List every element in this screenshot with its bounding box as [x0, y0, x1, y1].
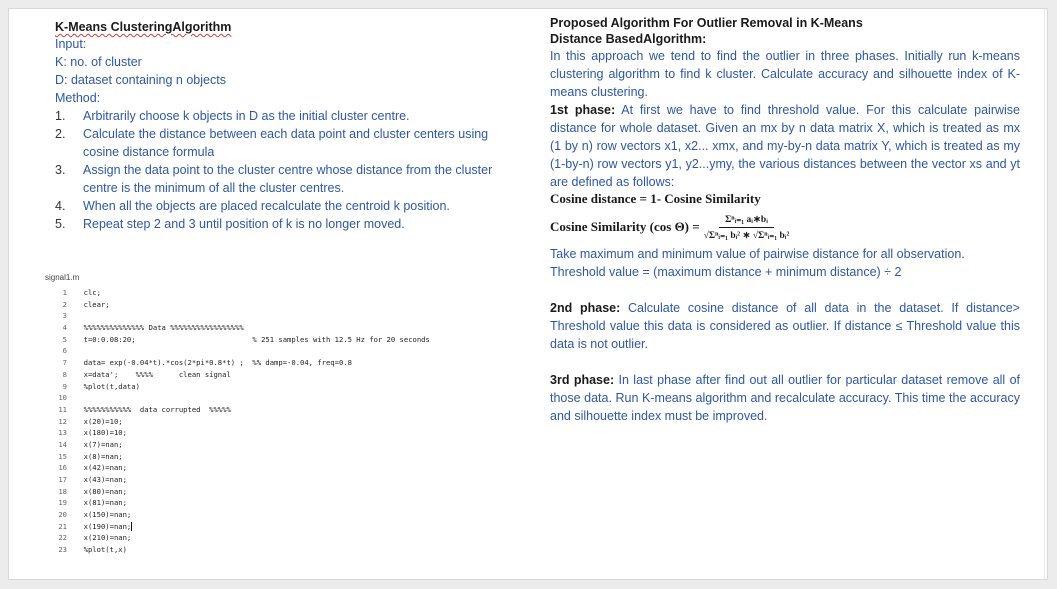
code-text: %%%%%%%%%%%%%% Data %%%%%%%%%%%%%%%%%	[75, 323, 244, 333]
outlier-section	[550, 15, 1020, 425]
code-text: x(20)=10;	[75, 416, 123, 426]
step-item: 2. Calculate the distance between each data point and cluster centers using cosine distance formula	[55, 127, 489, 159]
code-filename: signal1.m	[45, 273, 80, 282]
code-text: clc;	[75, 288, 101, 297]
kmeans-section	[55, 19, 515, 233]
code-line	[45, 405, 515, 417]
code-text: x(180)=10;	[75, 428, 127, 438]
code-text: x(210)=nan;	[75, 533, 132, 543]
code-text: x(8)=nan;	[75, 451, 123, 461]
text-cursor	[131, 522, 132, 531]
code-text: x(81)=nan;	[75, 498, 127, 508]
code-lines	[45, 288, 515, 557]
code-text: x(80)=nan;	[75, 486, 127, 496]
code-line	[45, 382, 515, 394]
line-number: 7	[62, 358, 67, 368]
method-steps	[55, 107, 515, 233]
line-number: 16	[58, 463, 67, 473]
outlier-subtitle: Distance BasedAlgorithm:	[550, 32, 707, 46]
page-edge	[1044, 9, 1045, 579]
line-number: 23	[58, 545, 67, 555]
line-number: 20	[58, 510, 67, 520]
code-line	[45, 498, 515, 510]
line-number: 15	[58, 451, 67, 461]
code-text: x(42)=nan;	[75, 463, 127, 473]
code-text: x(43)=nan;	[75, 475, 127, 484]
code-line	[45, 463, 515, 475]
line-number: 4	[62, 323, 67, 333]
code-text: %plot(t,x)	[75, 545, 127, 555]
line-number: 14	[58, 439, 67, 449]
code-line	[45, 545, 515, 557]
line-number: 6	[62, 346, 67, 356]
code-line	[45, 335, 515, 347]
code-line	[45, 452, 515, 464]
input-k: K: no. of cluster	[55, 55, 142, 69]
code-text: x(190)=nan;	[75, 521, 132, 531]
code-text: clear;	[75, 299, 110, 309]
threshold-text: Threshold value = (maximum distance + minimum distance) ÷ 2	[550, 265, 902, 279]
input-d: D: dataset containing n objects	[55, 73, 226, 87]
code-text: x(150)=nan;	[75, 510, 132, 520]
code-line	[45, 428, 515, 440]
code-line	[45, 522, 515, 534]
cosine-distance-formula: Cosine distance = 1- Cosine Similarity	[550, 191, 761, 206]
method-label: Method:	[55, 91, 101, 105]
code-line	[45, 533, 515, 545]
phase1-paragraph: 1st phase: At first we have to find threshold value. For this calculate pairwise distance for whole dataset. Given an mx by n data matrix X, which is treated as mx (1 by n) row vectors x1, x2... xmx, and my-by-n data matrix Y, which is treated as my (1-by-n) row vectors y1, y2...ymy, the various distances between the vector xs and yt are defined as follows:	[550, 103, 1020, 189]
code-line	[45, 417, 515, 429]
cosine-similarity-formula: Cosine Similarity (cos Θ) = $\frac{\text{Σⁿᵢ₌₁ aᵢ∗bᵢ}}{\text{√Σⁿᵢ₌₁ bᵢ² ∗ √Σⁿᵢ₌₁ bᵢ²}}$	[550, 214, 790, 241]
code-line	[45, 475, 515, 487]
line-number: 1	[62, 288, 67, 297]
code-text: x=data'; %%%% clean signal	[75, 369, 231, 379]
step-item: 5. Repeat step 2 and 3 until position of k is no longer moved.	[55, 217, 405, 231]
code-line	[45, 440, 515, 452]
step-item: 1. Arbitrarily choose k objects in D as the initial cluster centre.	[55, 109, 410, 123]
code-line	[45, 487, 515, 499]
code-line	[45, 346, 515, 358]
line-number: 10	[58, 393, 67, 403]
line-number: 13	[58, 428, 67, 438]
code-line	[45, 510, 515, 522]
step-item: 4. When all the objects are placed recalculate the centroid k position.	[55, 199, 450, 213]
line-number: 9	[62, 381, 67, 391]
line-number: 18	[58, 486, 67, 496]
line-number: 8	[62, 369, 67, 379]
code-line	[45, 370, 515, 382]
kmeans-title: K-Means ClusteringAlgorithm	[55, 20, 232, 34]
input-label: Input:	[55, 37, 87, 51]
line-number: 2	[62, 299, 67, 309]
code-line	[45, 311, 515, 323]
code-text: t=0:0.08:20; % 251 samples with 12.5 Hz for 20 seconds	[75, 334, 430, 344]
phase3-paragraph: 3rd phase: In last phase after find out all outlier for particular dataset remove all of those data. Run K-means algorithm and recalculate accuracy. This time the accuracy and silhouette index must be improved.	[550, 373, 1021, 423]
document-page	[8, 8, 1048, 580]
line-number: 5	[62, 334, 67, 344]
code-line	[45, 288, 515, 300]
code-text: %plot(t,data)	[75, 381, 140, 391]
code-line	[45, 323, 515, 335]
code-line	[45, 300, 515, 312]
code-text: data= exp(-0.04*t).*cos(2*pi*0.8*t) ; %% damp=-0.04, freq=0.8	[75, 358, 352, 368]
take-max-text: Take maximum and minimum value of pairwise distance for all observation.	[550, 247, 965, 261]
line-number: 12	[58, 416, 67, 426]
line-number: 21	[58, 521, 67, 531]
line-number: 17	[58, 475, 67, 484]
line-number: 11	[58, 404, 67, 414]
line-number: 19	[58, 498, 67, 508]
line-number: 3	[62, 311, 67, 321]
code-text: %%%%%%%%%%% data corrupted %%%%%	[75, 404, 231, 414]
step-item: 3. Assign the data point to the cluster centre whose distance from the cluster centre is the minimum of all the cluster centres.	[55, 163, 493, 195]
line-number: 22	[58, 533, 67, 543]
code-line	[45, 393, 515, 405]
matlab-code-screenshot	[45, 273, 515, 573]
intro-paragraph: In this approach we tend to find the outlier in three phases. Initially run k-means clustering algorithm to find k cluster. Calculate accuracy and silhouette index of K-means clustering.	[550, 49, 1020, 99]
phase2-paragraph: 2nd phase: Calculate cosine distance of all data in the dataset. If distance> Threshold value this data is considered as outlier. If distance ≤ Threshold value this data is not outlier.	[550, 301, 1020, 351]
formula-fraction: $\frac{\text{Σⁿᵢ₌₁ aᵢ∗bᵢ}}{\text{√Σⁿᵢ₌₁ bᵢ² ∗ √Σⁿᵢ₌₁ bᵢ²}}$	[703, 214, 790, 241]
code-text: x(7)=nan;	[75, 439, 123, 449]
outlier-title: Proposed Algorithm For Outlier Removal in K-Means	[550, 16, 863, 30]
code-line	[45, 358, 515, 370]
